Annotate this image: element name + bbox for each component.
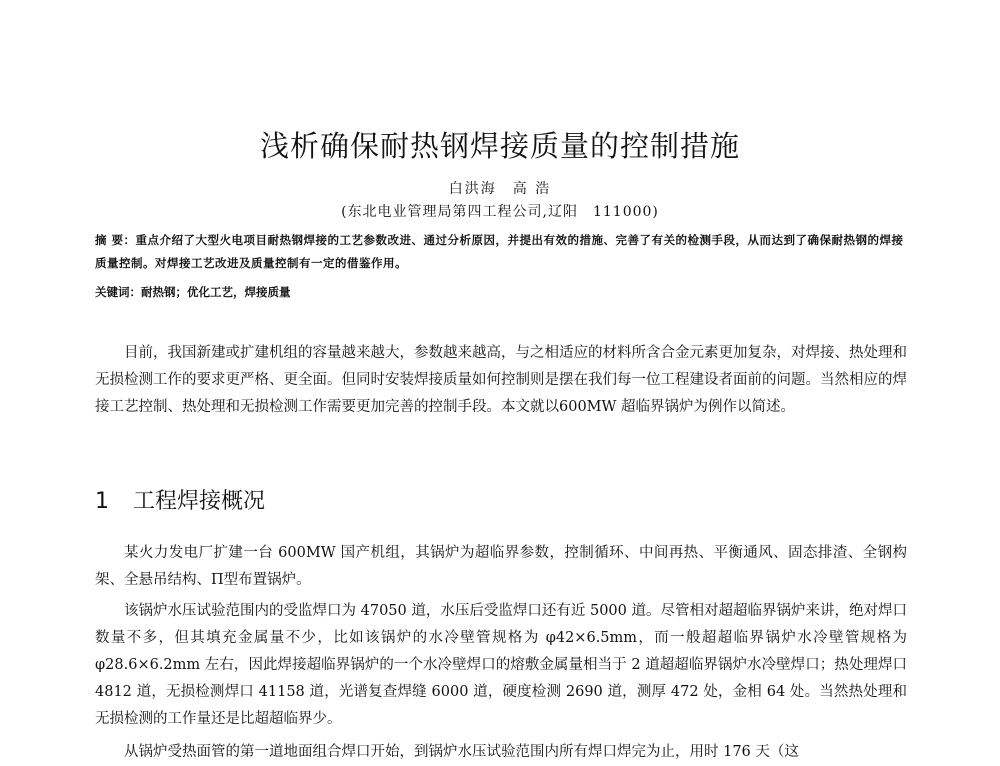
body-paragraph: 该锅炉水压试验范围内的受监焊口为 47050 道，水压后受监焊口还有近 5000 道。尽管相对超超临界锅炉来讲，绝对焊口数量不多，但其填充金属量不少，比如该锅炉的水冷壁管规格为 φ42×6.5mm，而一般超超临界锅炉水冷壁管规格为 φ28.6×6.2mm 左右，因此焊接超临界锅炉的一个水冷壁焊口的熔敷金属量相当于 2 道超超临界锅炉水冷壁焊口；热处理焊口 4812 道，无损检测焊口 41158 道，光谱复查焊缝 6000 道，硬度检测 2690 道，测厚 472 处，金相 64 处。当然热处理和无损检测的工作量还是比超超临界少。 (95, 603, 907, 727)
authors: 白洪海 高 浩 (448, 181, 552, 197)
body-paragraph: 某火力发电厂扩建一台 600MW 国产机组，其锅炉为超临界参数，控制循环、中间再热、平衡通风、固态排渣、全钢构架、全悬吊结构、Π型布置锅炉。 (95, 545, 907, 588)
keywords: 关键词：耐热钢；优化工艺，焊接质量 (95, 285, 291, 299)
section-title: 工程焊接概况 (133, 489, 266, 514)
paper-title: 浅析确保耐热钢焊接质量的控制措施 (259, 129, 740, 163)
abstract: 摘 要：重点介绍了大型火电项目耐热钢焊接的工艺参数改进、通过分析原因，并提出有效的措施、完善了有关的检测手段，从而达到了确保耐热钢的焊接质量控制。对焊接工艺改进及质量控制有一定的借鉴作用。 (95, 233, 904, 270)
section-heading (95, 484, 265, 515)
affiliation: (东北电业管理局第四工程公司,辽阳 111000) (341, 204, 659, 220)
body-paragraph: 从锅炉受热面管的第一道地面组合焊口开始，到锅炉水压试验范围内所有焊口焊完为止，用时 176 天（这 (124, 744, 799, 760)
section-number: 1 (95, 489, 109, 514)
intro-paragraph: 目前，我国新建或扩建机组的容量越来越大，参数越来越高，与之相适应的材料所含合金元素更加复杂，对焊接、热处理和无损检测工作的要求更严格、更全面。但同时安装焊接质量如何控制则是摆在我们每一位工程建设者面前的问题。当然相应的焊接工艺控制、热处理和无损检测工作需要更加完善的控制手段。本文就以600MW 超临界锅炉为例作以简述。 (95, 345, 907, 415)
